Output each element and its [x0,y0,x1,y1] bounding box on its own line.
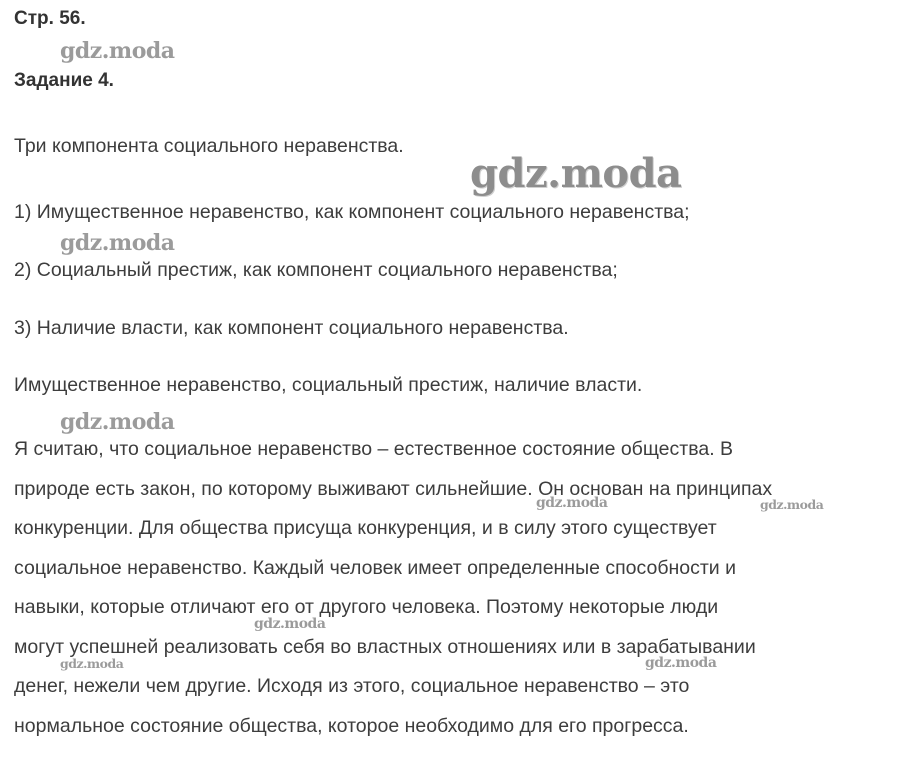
watermark: gdz.moda [60,38,175,64]
watermark: gdz.moda [254,616,326,632]
watermark: gdz.moda [645,655,717,671]
essay-line: природе есть закон, по которому выживают сильнейшие. Он основан на принципах [14,477,773,500]
watermark: gdz.moda [60,656,124,671]
essay-line: социальное неравенство. Каждый человек имеет определенные способности и [14,556,736,579]
page-reference: Стр. 56. [14,8,86,29]
essay-line: навыки, которые отличают его от другого человека. Поэтому некоторые люди [14,596,719,618]
essay-line: нормальное состояние общества, которое необходимо для его прогресса. [14,714,689,737]
watermark: gdz.moda [60,409,175,435]
answer-intro: Три компонента социального неравенства. [14,135,404,157]
watermark: gdz.moda [470,150,682,197]
essay-line: конкуренции. Для общества присуща конкуренция, и в силу этого существует [14,517,717,539]
essay-line: могут успешней реализовать себя во властных отношениях или в зарабатывании [14,635,756,658]
answer-item-3: 3) Наличие власти, как компонент социального неравенства. [14,317,569,339]
watermark: gdz.moda [60,230,175,256]
essay-paragraph [14,430,909,746]
task-title: Задание 4. [14,70,114,91]
essay-line: Я считаю, что социальное неравенство – естественное состояние общества. В [14,438,734,460]
answer-summary: Имущественное неравенство, социальный престиж, наличие власти. [14,374,643,396]
watermark: gdz.moda [536,495,608,511]
answer-item-2: 2) Социальный престиж, как компонент социального неравенства; [14,259,618,281]
watermark: gdz.moda [760,497,824,512]
answer-item-1: 1) Имущественное неравенство, как компонент социального неравенства; [14,201,690,223]
essay-line: денег, нежели чем другие. Исходя из этого, социальное неравенство – это [14,675,690,697]
